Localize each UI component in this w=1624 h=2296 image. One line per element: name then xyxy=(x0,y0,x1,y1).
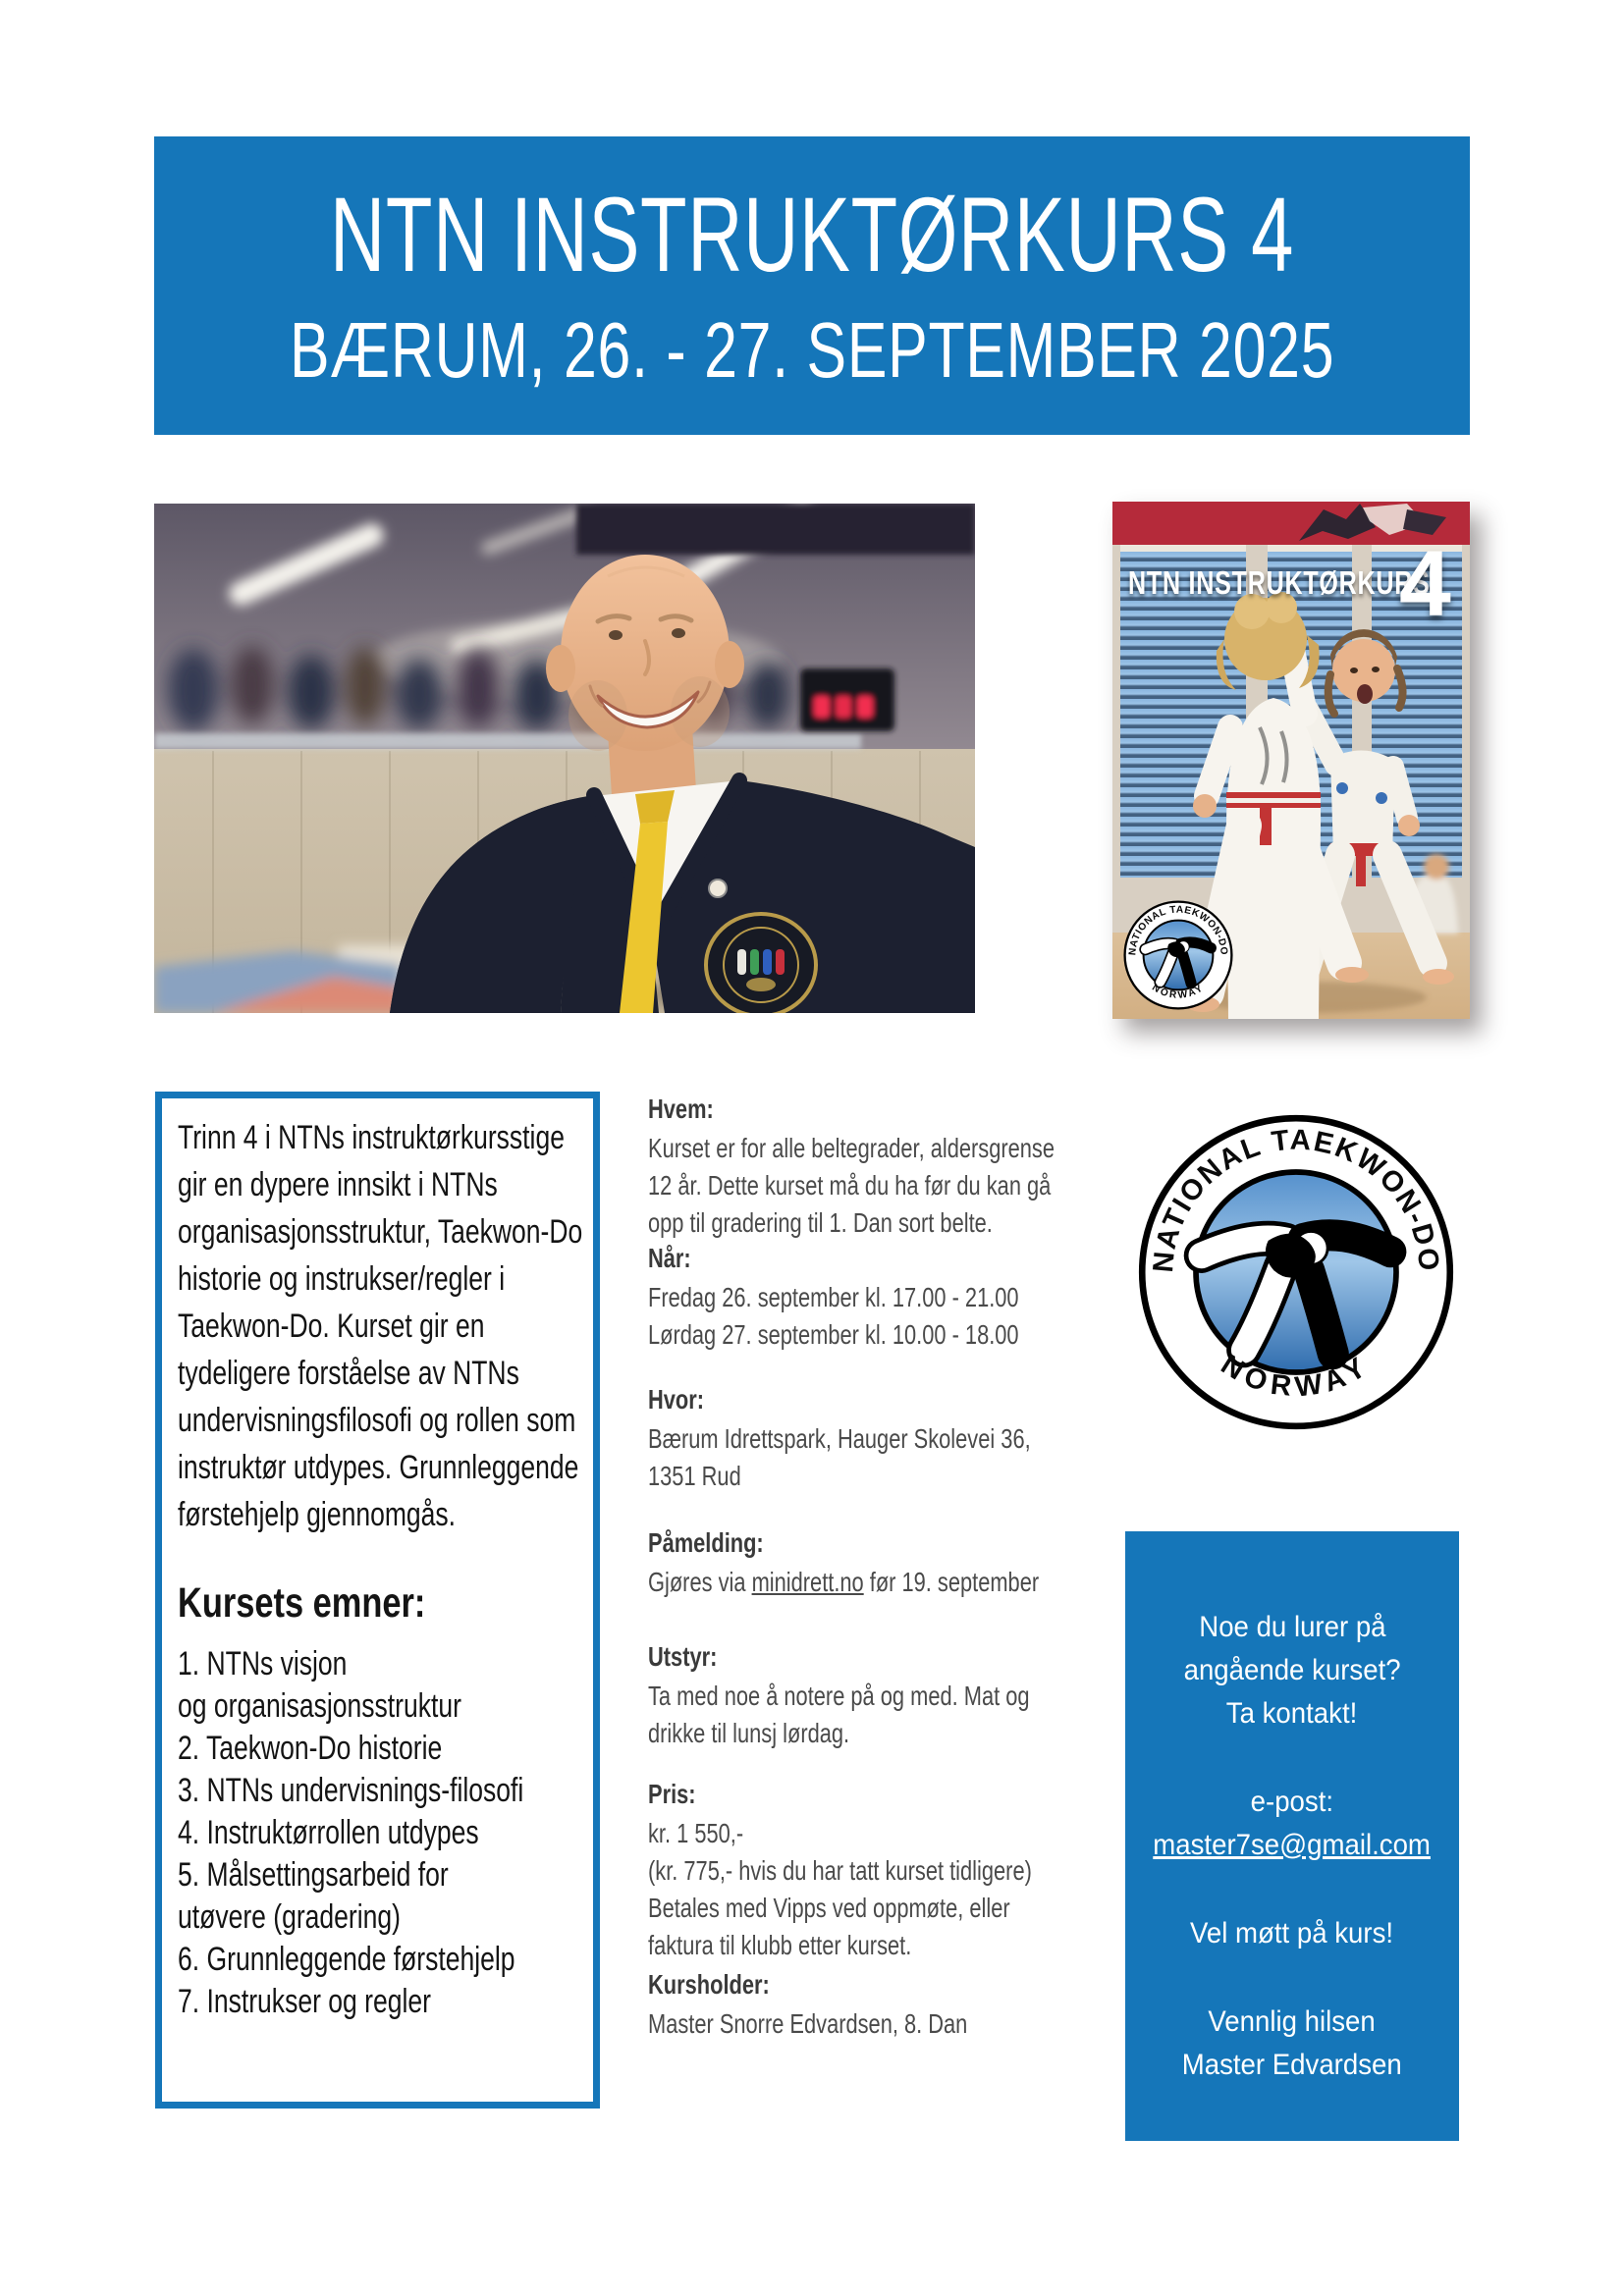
page-subtitle: BÆRUM, 26. - 27. SEPTEMBER 2025 xyxy=(289,306,1335,394)
ntn-logo-large xyxy=(1129,1105,1463,1439)
list-item: 6. Grunnleggende førstehjelp xyxy=(178,1941,515,1978)
section-line: Kurset er for alle beltegrader, aldersgrense xyxy=(648,1133,1055,1163)
contact-line: Ta kontakt! xyxy=(1226,1697,1358,1730)
section-line: 1351 Rud xyxy=(648,1461,741,1491)
poster-title-text: NTN INSTRUKTØRKURS xyxy=(1128,564,1431,601)
section-line: kr. 1 550,- xyxy=(648,1818,744,1848)
email-label: e-post: xyxy=(1250,1786,1334,1818)
contact-line: Noe du lurer på xyxy=(1198,1611,1386,1643)
section-line: Fredag 26. september kl. 17.00 - 21.00 xyxy=(648,1282,1019,1312)
list-item: og organisasjonsstruktur xyxy=(178,1687,461,1725)
pamelding-prefix: Gjøres via xyxy=(648,1567,752,1597)
list-item: 1. NTNs visjon xyxy=(178,1645,348,1682)
section-label: Pris: xyxy=(648,1779,696,1809)
minidrett-link[interactable]: minidrett.no xyxy=(751,1567,864,1597)
section-label: Utstyr: xyxy=(648,1641,718,1672)
itf-patch xyxy=(706,914,816,1013)
list-item: 7. Instrukser og regler xyxy=(178,1983,431,2020)
section-line: Betales med Vipps ved oppmøte, eller xyxy=(648,1893,1010,1923)
course-poster xyxy=(1112,502,1470,1019)
title-banner xyxy=(154,136,1470,435)
topics-heading: Kursets emner: xyxy=(178,1579,426,1627)
topics-list xyxy=(178,1643,585,2023)
section-label: Kursholder: xyxy=(648,1969,770,2000)
section-label: Hvor: xyxy=(648,1384,705,1415)
list-item: 5. Målsettingsarbeid for xyxy=(178,1856,449,1894)
list-item: 4. Instruktørrollen utdypes xyxy=(178,1814,479,1851)
intro-paragraph: Trinn 4 i NTNs instruktørkursstige gir en dypere innsikt i NTNs organisasjonsstruktur, Taekwon-Do historie og instrukser/regler i Taekwon-Do. Kurset gir en tydeligere forståelse av NTNs undervisningsfilosofi og rollen som instruktør utdypes. Grunnleggende førstehjelp gjennomgås. xyxy=(178,1119,583,1533)
list-item: 2. Taekwon-Do historie xyxy=(178,1730,443,1767)
section-line: 12 år. Dette kurset må du ha før du kan gå xyxy=(648,1170,1052,1201)
contact-box xyxy=(1125,1531,1459,2141)
list-item: utøvere (gradering) xyxy=(178,1898,401,1936)
section-line xyxy=(648,1564,1123,1601)
section-line: Ta med noe å notere på og med. Mat og xyxy=(648,1681,1030,1711)
section-label: Når: xyxy=(648,1243,691,1273)
pamelding-suffix: før 19. september xyxy=(863,1567,1040,1597)
list-item: 3. NTNs undervisnings-filosofi xyxy=(178,1772,524,1809)
page-title: NTN INSTRUKTØRKURS 4 xyxy=(329,175,1295,294)
section-label: Hvem: xyxy=(648,1094,714,1124)
ntn-logo-small xyxy=(1120,897,1236,1013)
section-line: opp til gradering til 1. Dan sort belte. xyxy=(648,1207,993,1238)
signoff-line: Vennlig hilsen xyxy=(1208,2005,1377,2038)
contact-line: angående kurset? xyxy=(1183,1654,1401,1686)
email-link[interactable]: master7se@gmail.com xyxy=(1153,1829,1432,1861)
closing-line: Vel møtt på kurs! xyxy=(1190,1917,1394,1949)
section-line: Master Snorre Edvardsen, 8. Dan xyxy=(648,2008,968,2039)
intro-box xyxy=(155,1092,600,2109)
signoff-line: Master Edvardsen xyxy=(1182,2049,1402,2081)
section-line: drikke til lunsj lørdag. xyxy=(648,1718,850,1748)
section-line: faktura til klubb etter kurset. xyxy=(648,1930,912,1960)
instructor-photo xyxy=(154,504,975,1013)
section-line: Bærum Idrettspark, Hauger Skolevei 36, xyxy=(648,1423,1031,1454)
section-label: Påmelding: xyxy=(648,1527,764,1558)
instructor-photo-image xyxy=(154,504,975,1013)
section-line: Lørdag 27. september kl. 10.00 - 18.00 xyxy=(648,1319,1019,1350)
poster-title-number: 4 xyxy=(1399,532,1451,636)
section-line: (kr. 775,- hvis du har tatt kurset tidligere) xyxy=(648,1855,1032,1886)
